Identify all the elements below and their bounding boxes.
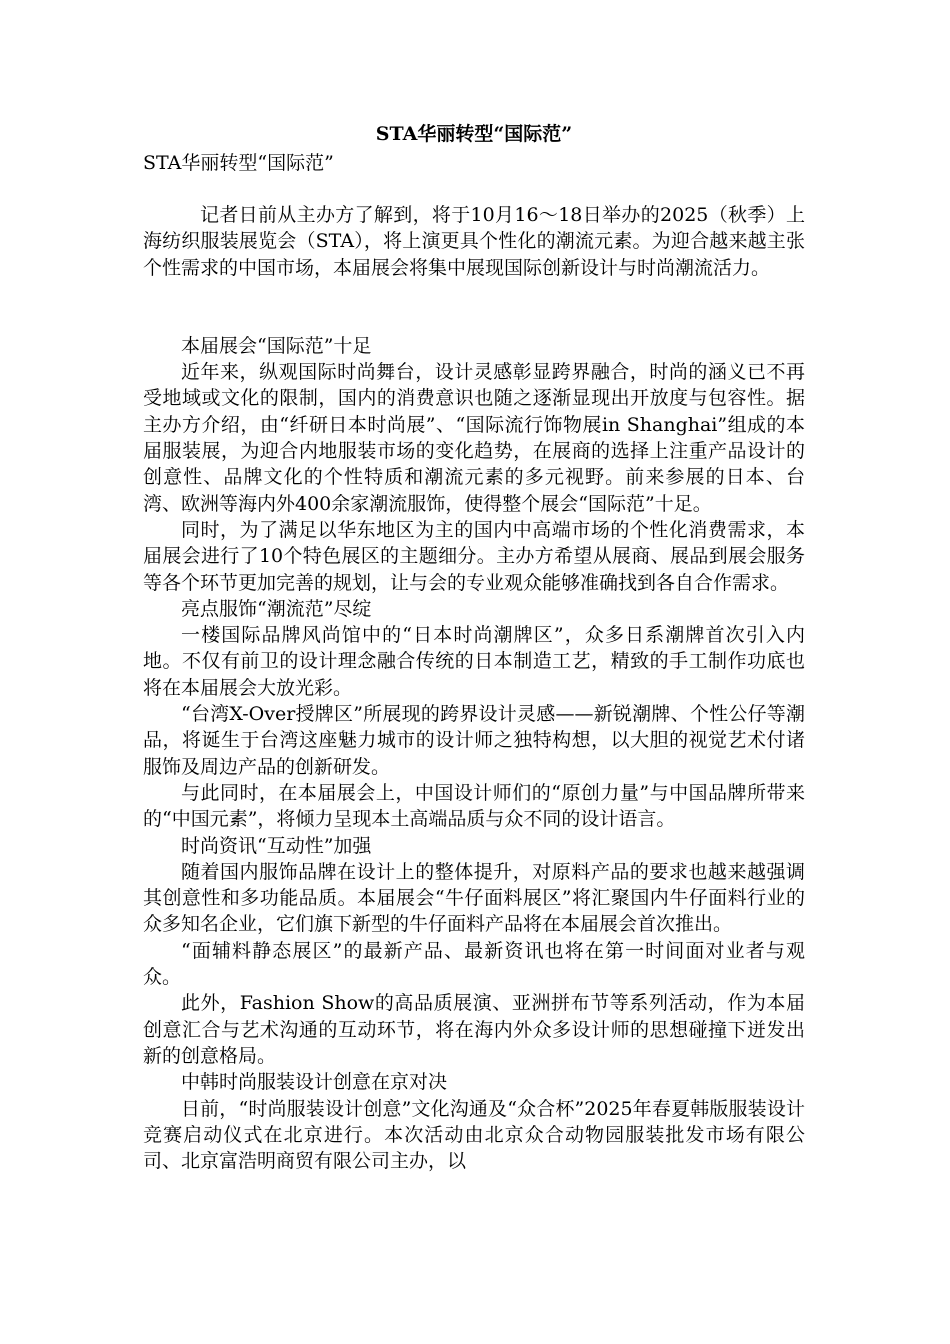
body-paragraph: 一楼国际品牌风尚馆中的“日本时尚潮牌区”，众多日系潮牌首次引入内地。不仅有前卫的设计理念融合传统的日本制造工艺，精致的手工制作功底也将在本届展会大放光彩。 [143,624,805,699]
intro-paragraph: 记者日前从主办方了解到，将于10月16～18日举办的2025（秋季）上海纺织服装展览会（STA），将上演更具个性化的潮流元素。为迎合越来越主张个性需求的中国市场，本届展会将集中展现国际创新设计与时尚潮流活力。 [143,204,805,279]
body-paragraph: 与此同时，在本届展会上，中国设计师们的“原创力量”与中国品牌所带来的“中国元素”，将倾力呈现本土高端品质与众不同的设计语言。 [143,781,805,831]
body-paragraph: 此外，Fashion Show的高品质展演、亚洲拼布节等系列活动，作为本届创意汇合与艺术沟通的互动环节，将在海内外众多设计师的思想碰撞下迸发出新的创意格局。 [143,992,805,1067]
blank-line [143,307,805,333]
body-paragraph: 日前，“时尚服装设计创意”文化沟通及“众合杯”2025年春夏韩版服装设计竞赛启动仪式在北京进行。本次活动由北京众合动物园服装批发市场有限公司、北京富浩明商贸有限公司主办，以 [143,1097,805,1173]
blank-line [143,281,805,307]
blank-line [143,176,805,202]
section-heading: 时尚资讯“互动性”加强 [181,834,372,857]
section-heading: 中韩时尚服装设计创意在京对决 [181,1071,448,1094]
body-paragraph: “台湾X-Over授牌区”所展现的跨界设计灵感——新锐潮牌、个性公仔等潮品，将诞生于台湾这座魅力城市的设计师之独特构想，以大胆的视觉艺术付诸服饰及周边产品的创新研发。 [143,703,805,778]
body-paragraph: 近年来，纵观国际时尚舞台，设计灵感彰显跨界融合，时尚的涵义已不再受地域或文化的限制，国内的消费意识也随之逐渐显现出开放度与包容性。据主办方介绍，由“纤研日本时尚展”、“国际流行饰物展in Shanghai”组成的本届服装展，为迎合内地服装市场的变化趋势，在展商的选择上注重产品设计的创意性、品牌文化的个性特质和潮流元素的多元视野。前来参展的日本、台湾、欧洲等海内外400余家潮流服饰，使得整个展会“国际范”十足。 [143,361,805,515]
section-heading: 亮点服饰“潮流范”尽绽 [181,597,372,620]
body-paragraph: 同时，为了满足以华东地区为主的国内中高端市场的个性化消费需求，本届展会进行了10个特色展区的主题细分。主办方希望从展商、展品到展会服务等各个环节更加完善的规划，让与会的专业观众能够准确找到各自合作需求。 [143,518,805,594]
body-paragraph: 随着国内服饰品牌在设计上的整体提升，对原料产品的要求也越来越强调其创意性和多功能品质。本届展会“牛仔面料展区”将汇聚国内牛仔面料行业的众多知名企业，它们旗下新型的牛仔面料产品将在本届展会首次推出。 [143,860,805,936]
article-subtitle: STA华丽转型“国际范” [143,152,334,174]
article-body [143,118,805,1174]
body-paragraph: “面辅料静态展区”的最新产品、最新资讯也将在第一时间面对业者与观众。 [143,939,805,989]
article-title: STA华丽转型“国际范” [375,123,573,145]
section-heading: 本届展会“国际范”十足 [181,334,372,357]
